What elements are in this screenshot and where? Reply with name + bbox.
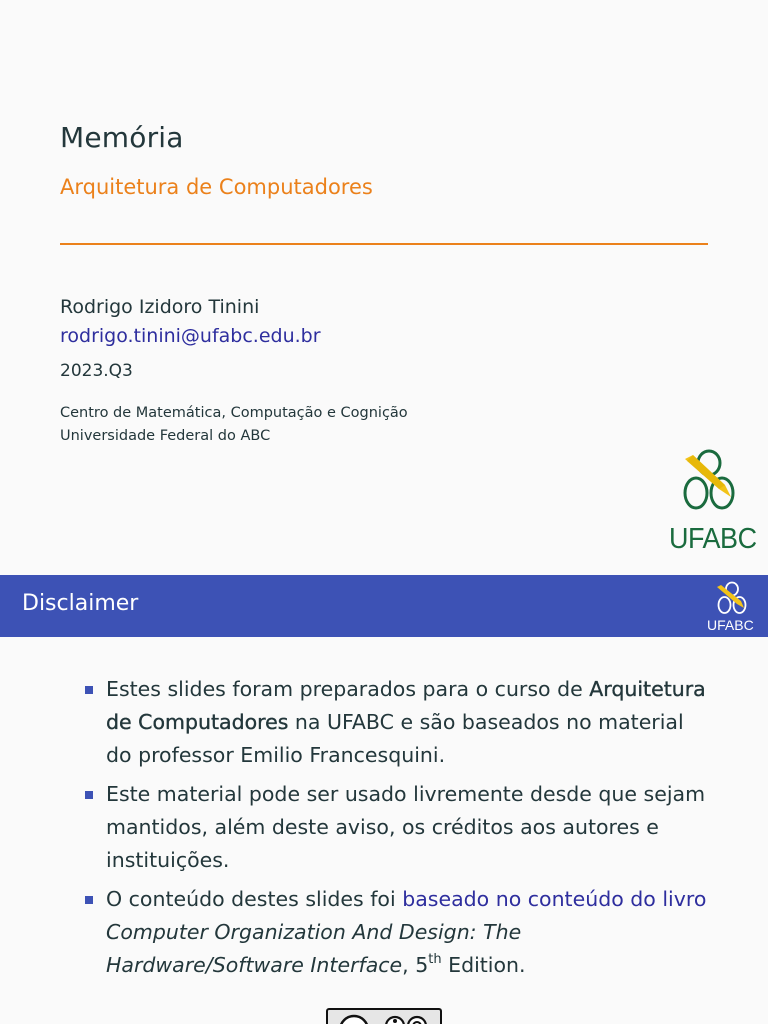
license-badge	[326, 1008, 442, 1024]
bullet-square-icon	[85, 791, 93, 799]
edition-superscript: th	[428, 952, 442, 967]
bullet-square-icon	[85, 896, 93, 904]
slide-title: Memória	[60, 121, 184, 154]
author-email-link[interactable]: rodrigo.tinini@ufabc.edu.br	[60, 325, 321, 347]
bullet-3-text-pre: O conteúdo destes slides foi	[106, 887, 403, 911]
ufabc-logo-small-icon	[714, 580, 750, 616]
creative-commons-by-sa-icon	[334, 1012, 438, 1024]
ufabc-logo-text: UFABC	[669, 523, 757, 555]
institute-university: Universidade Federal do ABC	[60, 428, 271, 444]
ufabc-logo-icon	[679, 445, 739, 517]
presentation-date: 2023.Q3	[60, 361, 133, 381]
list-item	[84, 883, 714, 982]
course-name-bold: Arquitetura de Computadores	[106, 677, 706, 734]
bullet-square-icon	[85, 686, 93, 694]
bullet-3-text-mid: , 5	[402, 953, 429, 977]
book-reference-link[interactable]: baseado no conteúdo do livro	[402, 887, 707, 911]
title-divider	[60, 243, 708, 245]
institute-center: Centro de Matemática, Computação e Cognição	[60, 405, 408, 421]
slide-subtitle: Arquitetura de Computadores	[60, 175, 373, 199]
disclaimer-title: Disclaimer	[22, 591, 139, 616]
ufabc-logo	[665, 445, 755, 557]
disclaimer-bullet-list	[84, 673, 714, 988]
disclaimer-content	[0, 637, 768, 1024]
bullet-2-text: Este material pode ser usado livremente desde que sejam mantidos, além deste aviso, os créditos aos autores e instituições.	[106, 782, 706, 872]
author-name: Rodrigo Izidoro Tinini	[60, 296, 260, 318]
disclaimer-header-bar	[0, 575, 768, 637]
bullet-1-text-post: na UFABC e são baseados no material do professor Emilio Francesquini.	[106, 710, 684, 767]
list-item	[84, 778, 714, 877]
bullet-3-text-post: Edition.	[441, 953, 526, 977]
bullet-1-text-pre: Estes slides foram preparados para o curso de	[106, 677, 590, 701]
ufabc-logo-small	[704, 580, 762, 634]
ufabc-logo-small-text: UFABC	[707, 617, 754, 633]
list-item	[84, 673, 714, 772]
book-title: Computer Organization And Design: The Hardware/Software Interface	[106, 920, 522, 977]
